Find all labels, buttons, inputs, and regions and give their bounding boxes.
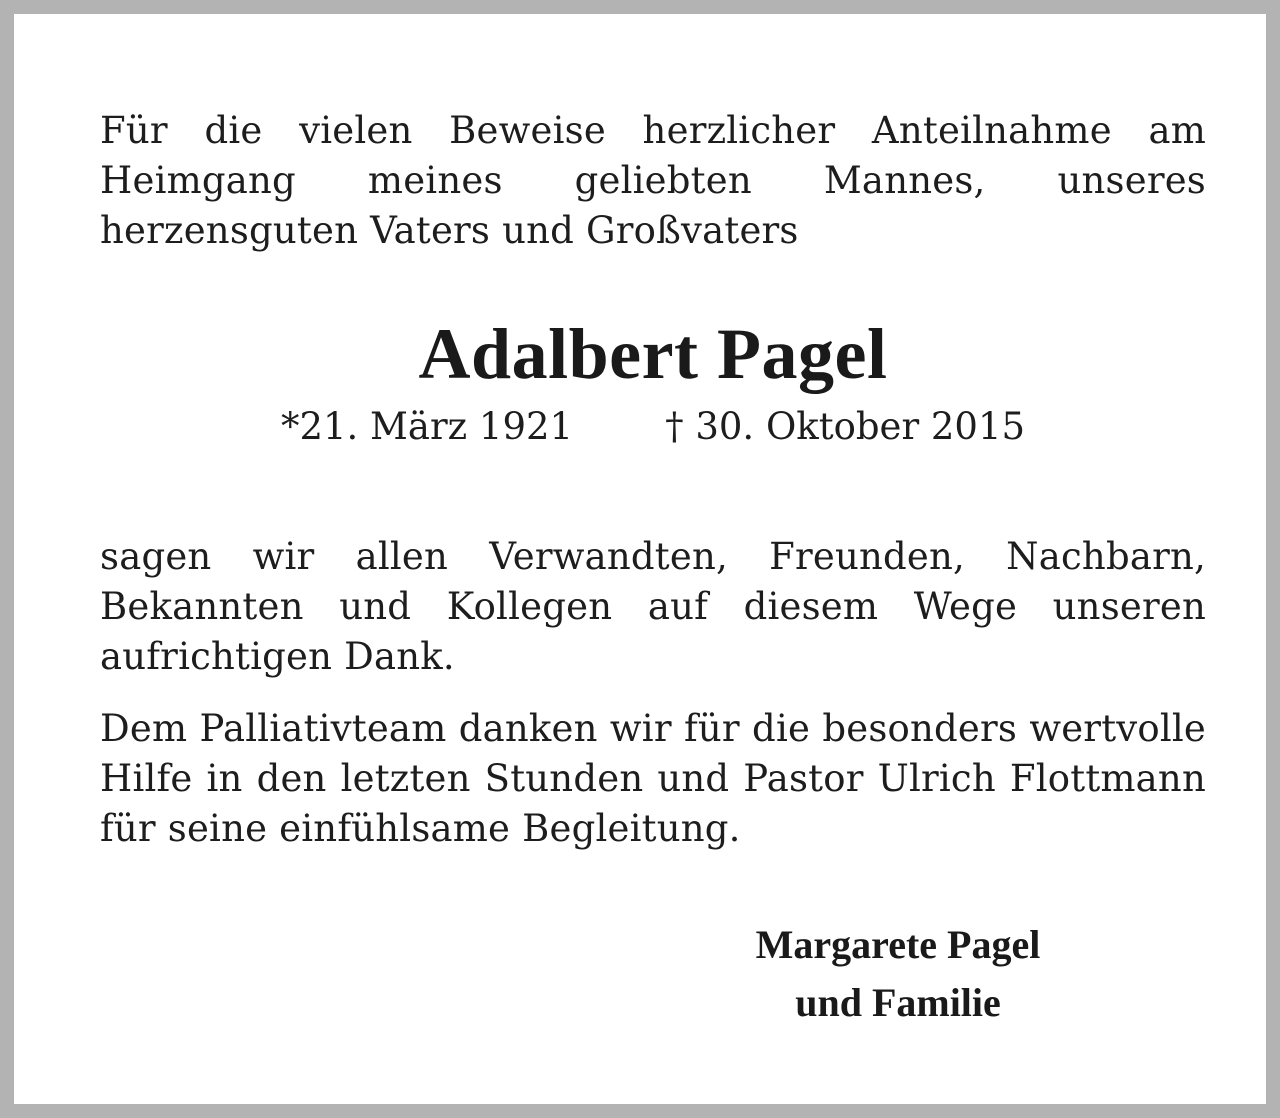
signature-family: und Familie <box>795 980 1001 1025</box>
thanks-paragraph: sagen wir allen Verwandten, Freunden, Nachbarn, Bekannten und Kollegen auf diesem Wege unseren aufrichtigen Dank. <box>100 535 1206 678</box>
signature-block <box>100 916 1206 1032</box>
death-date: † 30. Oktober 2015 <box>665 405 1026 448</box>
signature-name: Margarete Pagel <box>755 922 1041 967</box>
obituary-notice <box>100 106 1206 1025</box>
palliative-paragraph: Dem Palliativteam danken wir für die besonders wertvolle Hilfe in den letzten Stunden und Pastor Ulrich Flottmann für seine einfühlsame Begleitung. <box>100 707 1206 850</box>
birth-date: *21. März 1921 <box>280 405 574 448</box>
intro-paragraph: Für die vielen Beweise herzlicher Anteilnahme am Heimgang meines geliebten Mannes, unseres herzensguten Vaters und Großvaters <box>100 109 1206 252</box>
deceased-name: Adalbert Pagel <box>418 314 888 394</box>
life-dates <box>100 402 1206 452</box>
